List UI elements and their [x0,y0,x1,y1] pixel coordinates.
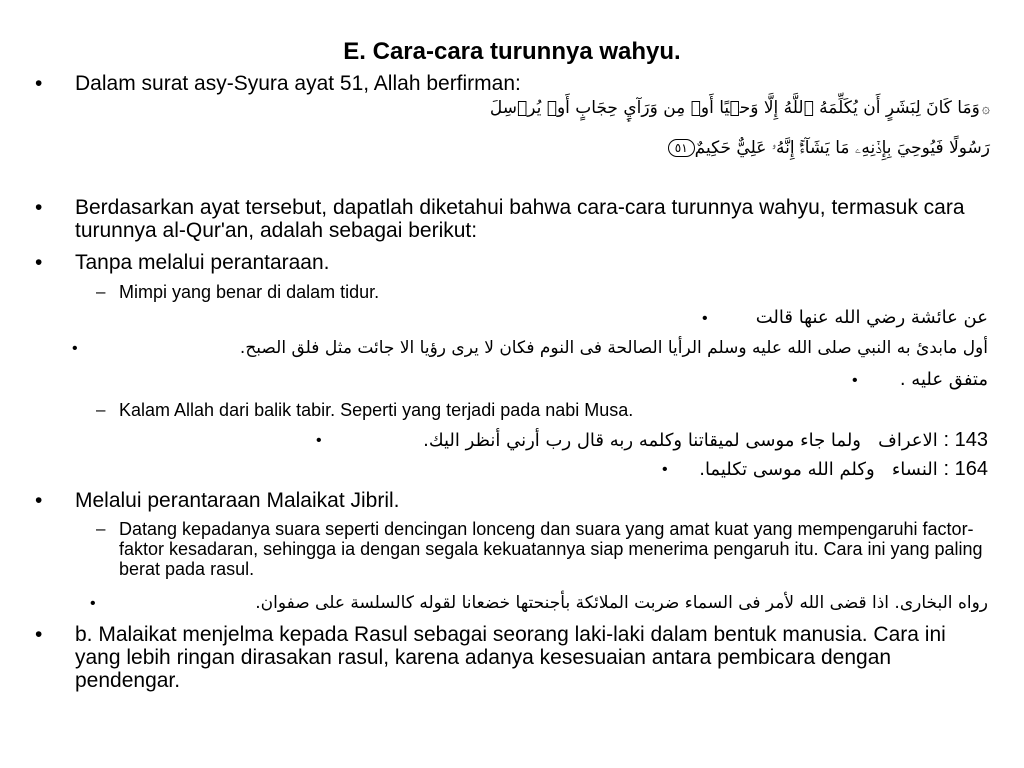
quran-verse-line-2 [662,136,990,160]
nisa-verse-number: : 164 [943,458,988,480]
bullet-marker: • [35,251,43,274]
bullet-marker: • [316,432,322,449]
araf-verse [423,428,988,453]
quran-line-1-text: وَمَا كَانَ لِبَشَرٍ أَن يُكَلِّمَهُ ٱللَّهُ إِلَّا وَحۡيًا أَوۡ مِن وَرَآيِٕ حِجَابٍ أَوۡ يُرۡسِلَ [489,98,980,118]
jibril-text: Melalui perantaraan Malaikat Jibril. [75,489,400,512]
tanpa-perantaraan-text: Tanpa melalui perantaraan. [75,251,330,274]
bullet-marker: • [35,72,43,95]
nisa-surah-name: النساء [891,459,938,480]
kalam-text: Kalam Allah dari balik tabir. Seperti yang terjadi pada nabi Musa. [119,400,634,420]
bullet-marker: • [662,461,668,478]
berdasarkan-text: Berdasarkan ayat tersebut, dapatlah diketahui bahwa cara-cara turunnya wahyu, termasuk cara turunnya al-Qur'an, adalah sebagai berikut: [75,196,965,242]
bullet-marker: • [35,196,43,219]
nisa-verse [699,457,988,482]
araf-surah-name: الاعراف [878,430,938,451]
dash-marker: – [96,519,106,538]
intro-text: Dalam surat asy-Syura ayat 51, Allah berfirman: [75,72,521,95]
quran-verse-line-1 [490,96,990,121]
rub-el-hizb-icon: ۞ [981,101,990,117]
dash-marker: – [96,282,106,301]
bullet-marker: • [35,489,43,512]
datang-text: Datang kepadanya suara seperti dencingan lonceng dan suara yang amat kuat yang mempengaruhi factor-faktor kesadaran, sehingga ia dengan segala kekuatannya siap menerima pengaruh itu. Cara ini yang paling berat pada rasul. [119,519,983,579]
bullet-marker: • [852,372,858,389]
dash-marker: – [96,400,106,419]
bullet-marker: • [35,623,43,646]
mimpi-text: Mimpi yang benar di dalam tidur. [119,282,380,302]
quran-line-2-text: رَسُولًا فَيُوحِيَ بِإِذۡنِهِۦ مَا يَشَآءُۚ إِنَّهُۥ عَلِيٌّ حَكِيمٌ [694,138,990,158]
bullet-marker: • [90,595,96,612]
slide-title: E. Cara-cara turunnya wahyu. [343,38,681,65]
muttafaq-alaih: متفق عليه . [899,369,988,390]
nisa-verse-text: وكلم الله موسى تكليما. [699,459,875,480]
aisha-narration: عن عائشة رضي الله عنها قالت [755,307,988,328]
araf-verse-number: : 143 [943,429,988,451]
bullet-marker: • [702,310,708,327]
ayah-number-badge: ٥١ [668,139,695,157]
araf-verse-text: ولما جاء موسى لميقاتنا وكلمه ربه قال رب أرني أنظر اليك. [423,430,861,451]
bullet-marker: • [72,340,78,357]
hadith-text: أول مابدئ به النبي صلى الله عليه وسلم الرأيا الصالحة فى النوم فكان لا يرى رؤيا الا جائت مثل فلق الصبح. [239,338,988,358]
malaikat-menjelma-text: b. Malaikat menjelma kepada Rasul sebagai seorang laki-laki dalam bentuk manusia. Cara ini yang lebih ringan dirasakan rasul, karena adanya kesesuaian antara pembicara dengan pendengar. [75,623,946,692]
bukhari-hadith: رواه البخارى. اذا قضى الله لأمر فى السماء ضربت الملائكة بأجنحتها خضعانا لقوله كالسلسة على صفوان. [255,593,988,613]
